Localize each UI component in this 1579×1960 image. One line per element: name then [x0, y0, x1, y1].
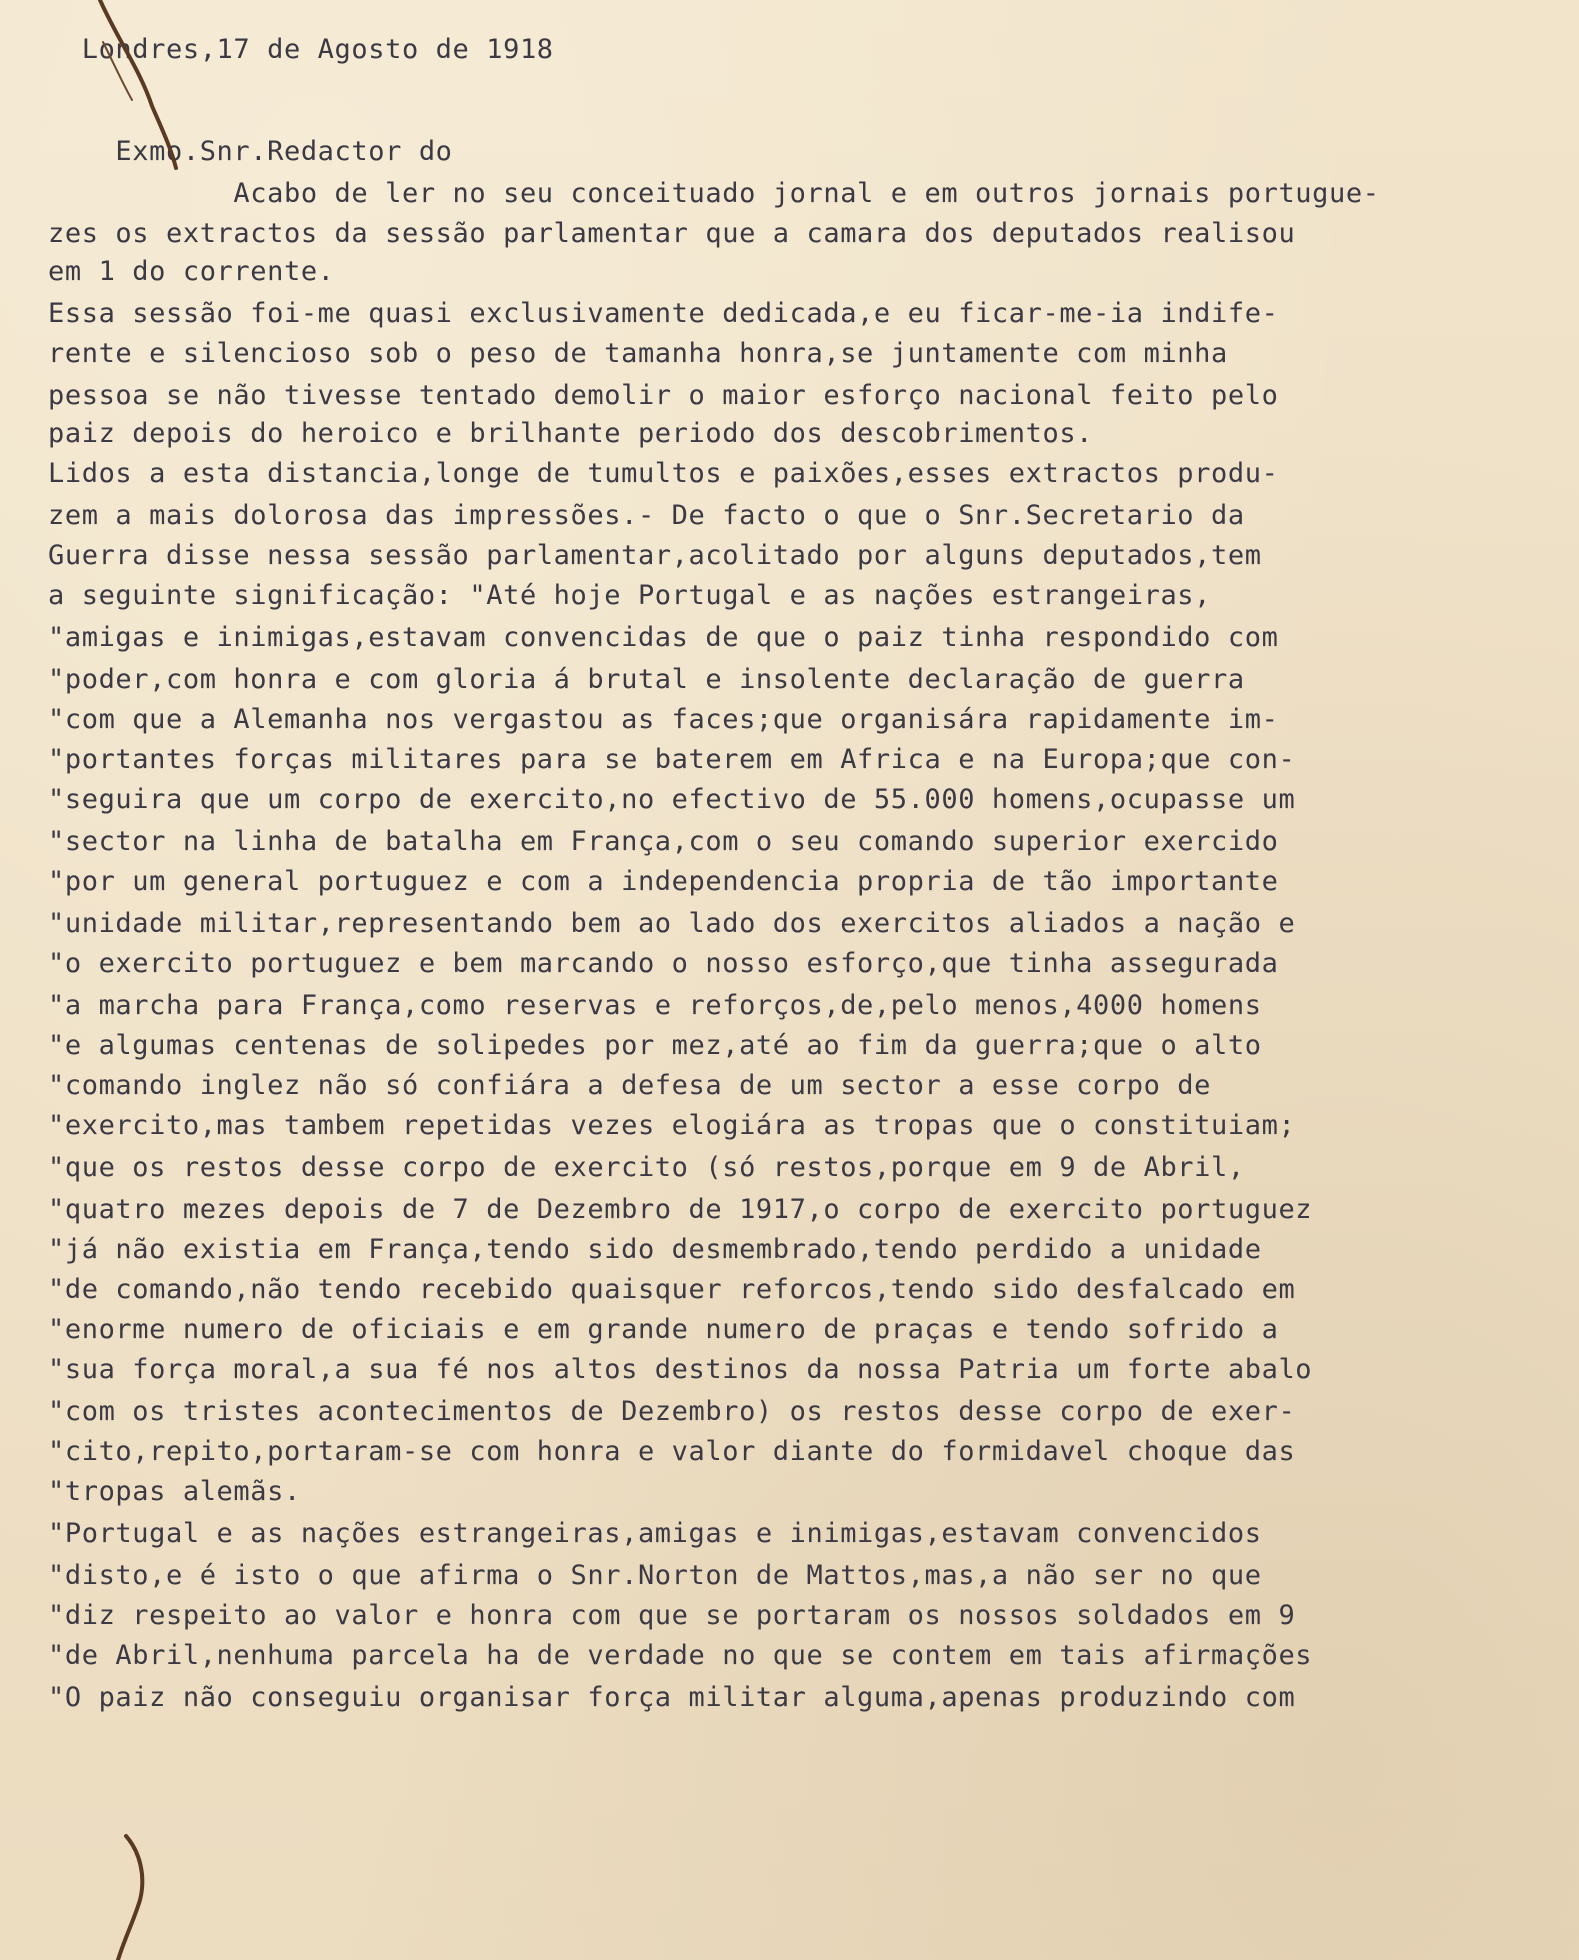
text-line: Guerra disse nessa sessão parlamentar,acolitado por alguns deputados,tem [48, 540, 1262, 571]
text-line: rente e silencioso sob o peso de tamanha honra,se juntamente com minha [48, 338, 1228, 369]
text-line: "tropas alemãs. [48, 1476, 301, 1507]
salutation-line: Exmo.Snr.Redactor do [48, 136, 453, 167]
text-line: "exercito,mas tambem repetidas vezes elogiára as tropas que o constituiam; [48, 1110, 1296, 1141]
text-line: "amigas e inimigas,estavam convencidas de que o paiz tinha respondido com [48, 622, 1279, 653]
text-line: "sector na linha de batalha em França,com o seu comando superior exercido [48, 826, 1279, 857]
text-line: paiz depois do heroico e brilhante periodo dos descobrimentos. [48, 418, 1094, 449]
text-line: "o exercito portuguez e bem marcando o nosso esforço,que tinha assegurada [48, 948, 1279, 979]
text-line: a seguinte significação: "Até hoje Portugal e as nações estrangeiras, [48, 580, 1212, 611]
text-line: zem a mais dolorosa das impressões.- De facto o que o Snr.Secretario da [48, 500, 1245, 531]
text-line: "diz respeito ao valor e honra com que se portaram os nossos soldados em 9 [48, 1600, 1296, 1631]
text-line: em 1 do corrente. [48, 256, 335, 287]
text-line: "disto,e é isto o que afirma o Snr.Norton de Mattos,mas,a não ser no que [48, 1560, 1262, 1591]
text-line: "sua força moral,a sua fé nos altos destinos da nossa Patria um forte abalo [48, 1354, 1313, 1385]
text-line: "com que a Alemanha nos vergastou as faces;que organisára rapidamente im- [48, 704, 1279, 735]
text-line: "portantes forças militares para se baterem em Africa e na Europa;que con- [48, 744, 1296, 775]
text-line: "enorme numero de oficiais e em grande numero de praças e tendo sofrido a [48, 1314, 1279, 1345]
text-line: "Portugal e as nações estrangeiras,amigas e inimigas,estavam convencidos [48, 1518, 1262, 1549]
text-line: "O paiz não conseguiu organisar força militar alguma,apenas produzindo com [48, 1682, 1296, 1713]
text-line: "com os tristes acontecimentos de Dezembro) os restos desse corpo de exer- [48, 1396, 1296, 1427]
text-line: Lidos a esta distancia,longe de tumultos e paixões,esses extractos produ- [48, 458, 1279, 489]
text-line: Acabo de ler no seu conceituado jornal e em outros jornais portugue- [48, 178, 1380, 209]
text-line: zes os extractos da sessão parlamentar que a camara dos deputados realisou [48, 218, 1296, 249]
date-line: Londres,17 de Agosto de 1918 [48, 34, 554, 65]
text-line: "cito,repito,portaram-se com honra e valor diante do formidavel choque das [48, 1436, 1296, 1467]
text-line: "seguira que um corpo de exercito,no efectivo de 55.000 homens,ocupasse um [48, 784, 1296, 815]
text-line: "quatro mezes depois de 7 de Dezembro de 1917,o corpo de exercito portuguez [48, 1194, 1313, 1225]
text-line: pessoa se não tivesse tentado demolir o maior esforço nacional feito pelo [48, 380, 1279, 411]
text-line: "já não existia em França,tendo sido desmembrado,tendo perdido a unidade [48, 1234, 1262, 1265]
pen-stroke-bottom [118, 1836, 142, 1960]
text-line: "de Abril,nenhuma parcela ha de verdade no que se contem em tais afirmações [48, 1640, 1313, 1671]
text-line: Essa sessão foi-me quasi exclusivamente dedicada,e eu ficar-me-ia indife- [48, 298, 1279, 329]
text-line: "que os restos desse corpo de exercito (só restos,porque em 9 de Abril, [48, 1152, 1245, 1183]
text-line: "a marcha para França,como reservas e reforços,de,pelo menos,4000 homens [48, 990, 1262, 1021]
text-line: "unidade militar,representando bem ao lado dos exercitos aliados a nação e [48, 908, 1296, 939]
text-line: "de comando,não tendo recebido quaisquer reforcos,tendo sido desfalcado em [48, 1274, 1296, 1305]
text-line: "por um general portuguez e com a independencia propria de tão importante [48, 866, 1279, 897]
text-line: "e algumas centenas de solipedes por mez,até ao fim da guerra;que o alto [48, 1030, 1262, 1061]
text-line: "comando inglez não só confiára a defesa de um sector a esse corpo de [48, 1070, 1212, 1101]
text-line: "poder,com honra e com gloria á brutal e insolente declaração de guerra [48, 664, 1245, 695]
